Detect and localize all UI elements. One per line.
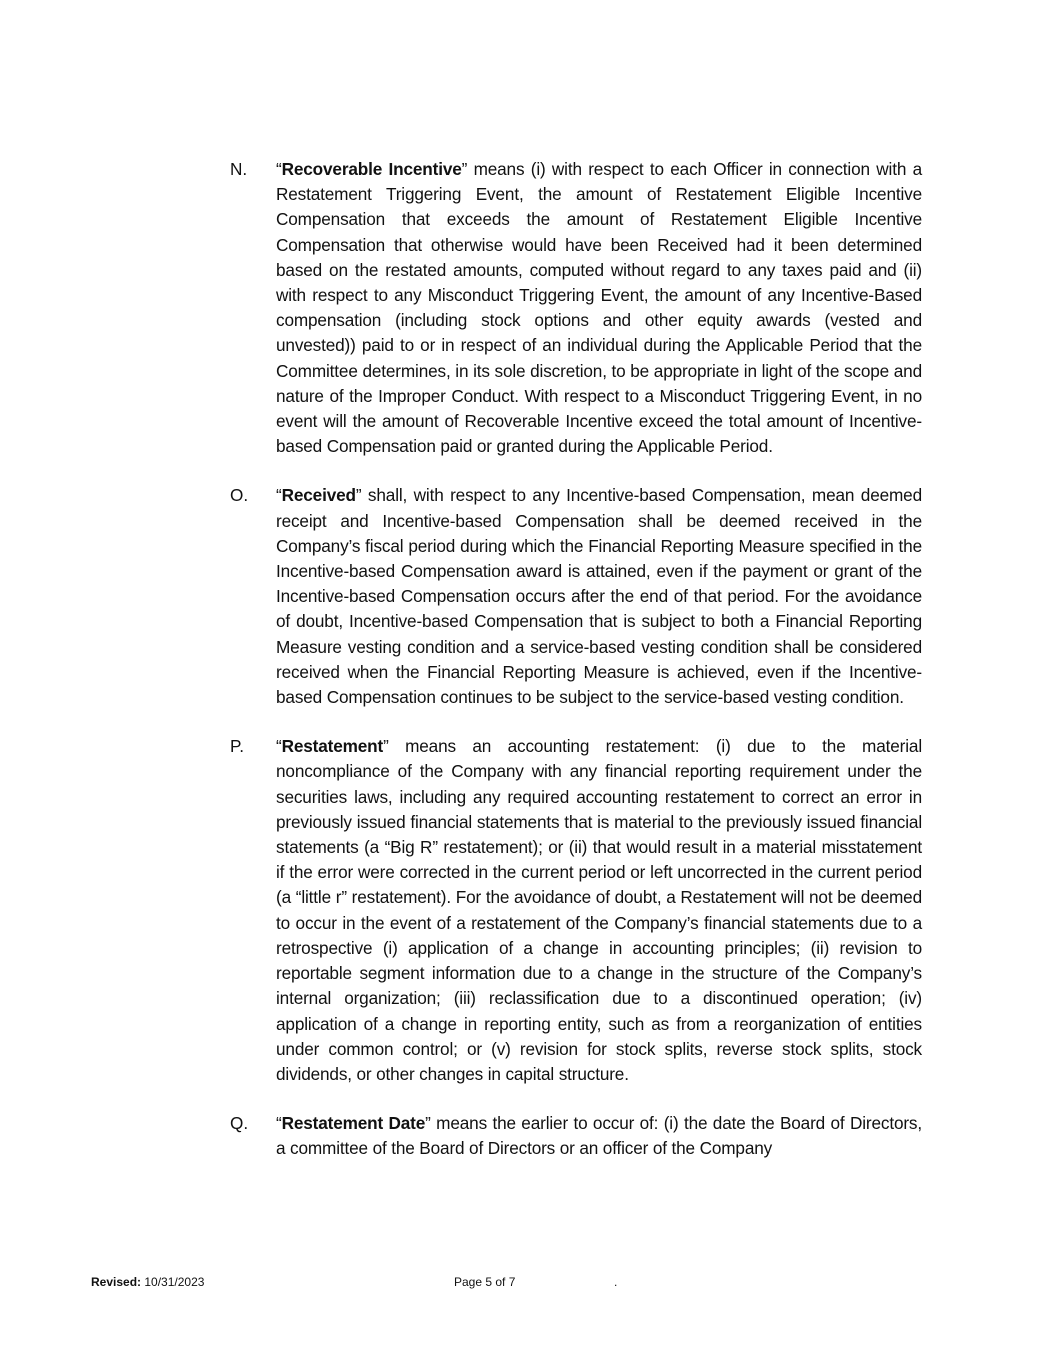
- definition-letter: N.: [230, 159, 248, 179]
- definition-term: Received: [281, 485, 356, 506]
- definition-received: [230, 483, 922, 710]
- revised-value: 10/31/2023: [141, 1275, 205, 1289]
- definition-recoverable-incentive: [230, 157, 922, 459]
- close-quote: ”: [461, 159, 468, 179]
- definition-description: means an accounting restatement: (i) due to the material noncompliance of the Company with any financial reporting requirement under the securities laws, including any required accounting restatement to correct an error in previously issued financial statements that is material to the previously issued financial statements (a “Big R” restatement); or (ii) that would result in a material misstatement if the error were corrected in the current period or left uncorrected in the current period (a “little r” restatement). For the avoidance of doubt, a Restatement will not be deemed to occur in the event of a restatement of the Company’s financial statements due to a retrospective (i) application of a change in accounting principles; (ii) revision to reportable segment information due to a change in the structure of the Company’s internal organization; (iii) reclassification due to a discontinued operation; (iv) application of a change in reporting entity, such as from a reorganization of entities under common control; or (v) revision for stock splits, reverse stock splits, stock dividends, or other changes in capital structure.: [276, 736, 922, 1084]
- open-quote: “: [276, 159, 282, 179]
- page-number: Page 5 of 7: [454, 1275, 516, 1289]
- definition-text: [276, 157, 922, 459]
- open-quote: “: [276, 1113, 282, 1134]
- definition-text: [276, 483, 922, 710]
- revised-label: Revised:: [91, 1275, 142, 1289]
- definition-restatement: [230, 734, 922, 1087]
- definition-text: [276, 1111, 922, 1161]
- definition-description: means (i) with respect to each Officer in connection with a Restatement Triggering Event, the amount of Restatement Eligible Incentive Compensation that exceeds the amount of Restatement Eligible Incentive Compensation that otherwise would have been Received had it been determined based on the restated amounts, computed without regard to any taxes paid and (ii) with respect to any Misconduct Triggering Event, the amount of any Incentive-Based compensation (including stock options and other equity awards (vested and unvested)) paid to or in respect of an individual during the Applicable Period that the Committee determines, in its sole discretion, to be appropriate in light of the scope and nature of the Improper Conduct. With respect to a Misconduct Triggering Event, in no event will the amount of Recoverable Incentive exceed the total amount of Incentive-based Compensation paid or granted during the Applicable Period.: [276, 159, 922, 457]
- revised-date: [91, 1274, 204, 1290]
- close-quote: ”: [383, 736, 389, 757]
- definition-term: Restatement: [281, 736, 384, 757]
- definition-text: [276, 734, 922, 1087]
- document-body: [230, 157, 922, 1186]
- open-quote: “: [276, 485, 282, 506]
- open-quote: “: [276, 736, 282, 757]
- close-quote: ”: [355, 485, 362, 506]
- definition-restatement-date: [230, 1111, 922, 1161]
- definition-description: means the earlier to occur of: (i) the date the Board of Directors, a committee of the Board of Directors or an officer of the Company: [276, 1113, 922, 1159]
- definition-letter: Q.: [230, 1113, 249, 1134]
- footer-dot: .: [614, 1275, 618, 1289]
- definition-letter: P.: [230, 736, 245, 757]
- definition-letter: O.: [230, 485, 249, 506]
- definition-term: Restatement Date: [281, 1113, 426, 1134]
- close-quote: ”: [425, 1113, 431, 1134]
- definition-term: Recoverable Incentive: [281, 159, 462, 179]
- definition-description: shall, with respect to any Incentive-based Compensation, mean deemed receipt and Incentive-based Compensation shall be deemed received in the Company’s fiscal period during which the Financial Reporting Measure specified in the Incentive-based Compensation award is attained, even if the payment or grant of the Incentive-based Compensation occurs after the end of that period. For the avoidance of doubt, Incentive-based Compensation that is subject to both a Financial Reporting Measure vesting condition and a service-based vesting condition shall be considered received when the Financial Reporting Measure is achieved, even if the Incentive-based Compensation continues to be subject to the service-based vesting condition.: [276, 485, 922, 708]
